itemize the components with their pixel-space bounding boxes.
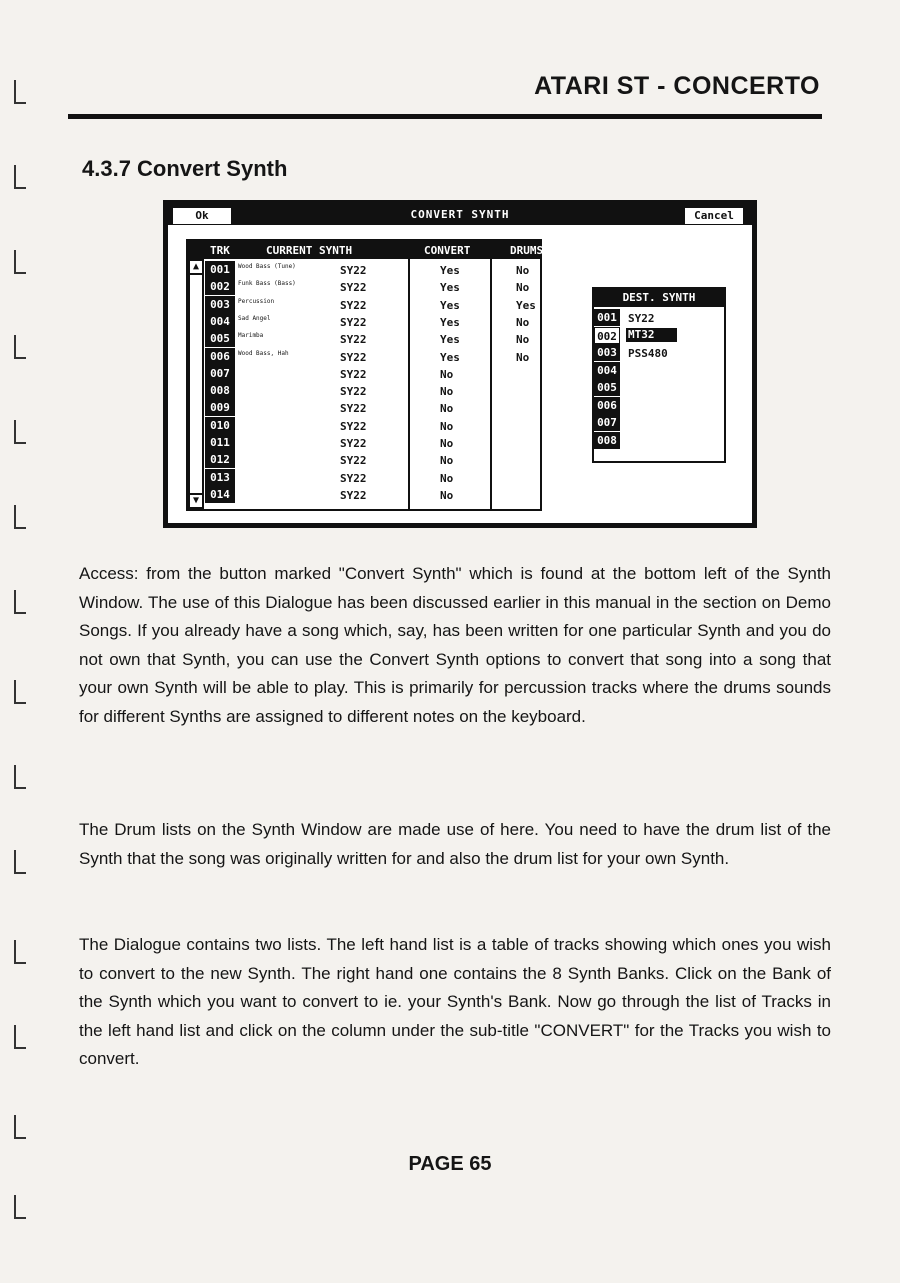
bank-number: 007	[594, 414, 620, 431]
table-row[interactable]	[188, 434, 540, 451]
track-current-synth: SY22	[340, 264, 367, 277]
binding-mark	[14, 80, 26, 104]
track-drums-flag: No	[516, 333, 530, 347]
track-drums-flag: No	[516, 350, 530, 364]
table-row[interactable]	[188, 278, 540, 295]
table-row[interactable]	[188, 330, 540, 347]
track-number: 013	[205, 469, 235, 486]
track-current-synth: SY22	[340, 471, 367, 485]
track-number: 005	[205, 330, 235, 347]
scroll-down-arrow-icon[interactable]: ▼	[190, 495, 202, 507]
track-name: Wood Bass (Tune)	[238, 263, 296, 270]
track-convert-toggle[interactable]: No	[440, 471, 454, 485]
track-name: Wood Bass, Hah	[238, 349, 289, 357]
dest-synth-bank[interactable]	[594, 397, 724, 414]
dest-synth-bank[interactable]	[594, 327, 724, 344]
bank-synth-name: SY22	[628, 312, 655, 325]
track-current-synth: SY22	[340, 454, 367, 468]
track-drums-flag: No	[516, 315, 530, 329]
table-row[interactable]	[188, 382, 540, 399]
scroll-up-arrow-icon[interactable]: ▲	[190, 261, 202, 273]
dest-synth-list	[592, 287, 726, 463]
dest-synth-bank[interactable]	[594, 362, 724, 379]
ok-button[interactable]: Ok	[172, 207, 232, 225]
dest-synth-bank[interactable]	[594, 379, 724, 396]
table-row[interactable]	[188, 261, 540, 278]
table-row[interactable]	[188, 296, 540, 313]
track-number: 001	[205, 261, 235, 278]
dest-synth-bank[interactable]	[594, 414, 724, 431]
table-row[interactable]	[188, 365, 540, 382]
binding-marks	[0, 0, 40, 1283]
bank-number: 008	[594, 432, 620, 449]
track-current-synth: SY22	[340, 437, 367, 450]
table-row[interactable]	[188, 451, 540, 468]
track-convert-toggle[interactable]: No	[440, 367, 454, 381]
binding-mark	[14, 1115, 26, 1139]
binding-mark	[14, 940, 26, 964]
track-current-synth: SY22	[340, 385, 367, 399]
dest-synth-bank[interactable]	[594, 432, 724, 449]
column-current-synth: CURRENT SYNTH	[266, 244, 353, 257]
track-current-synth: SY22	[340, 367, 367, 381]
track-number: 014	[205, 486, 235, 503]
track-convert-toggle[interactable]: No	[440, 488, 454, 502]
bank-number: 006	[594, 397, 620, 414]
track-number: 009	[205, 399, 235, 416]
track-table	[186, 239, 542, 511]
track-number: 011	[205, 434, 235, 451]
table-row[interactable]	[188, 348, 540, 365]
track-table-header	[188, 241, 544, 259]
column-trk: TRK	[210, 244, 230, 257]
track-convert-toggle[interactable]: No	[440, 437, 454, 450]
track-number: 007	[205, 365, 235, 382]
cancel-button[interactable]: Cancel	[684, 207, 744, 225]
track-current-synth: SY22	[340, 333, 367, 347]
track-number: 008	[205, 382, 235, 399]
table-row[interactable]	[188, 469, 540, 486]
binding-mark	[14, 165, 26, 189]
binding-mark	[14, 505, 26, 529]
dest-synth-title: DEST. SYNTH	[594, 289, 724, 307]
paragraph-access: Access: from the button marked "Convert Synth" which is found at the bottom left of the Synth Window. The use of this Dialogue has been discussed earlier in this manual in the section on Demo Songs. If you already have a song which, say, has been written for one particular Synth and you do not own that Synth, you can use the Convert Synth options to convert that song into a song that your own Synth will be able to play. This is primarily for percussion tracks where the drums sounds for different Synths are assigned to different notes on the keyboard.	[79, 564, 831, 726]
track-convert-toggle[interactable]: Yes	[440, 281, 460, 295]
track-convert-toggle[interactable]: Yes	[440, 350, 460, 364]
bank-number: 003	[594, 344, 620, 361]
bank-number: 002	[594, 327, 620, 344]
binding-mark	[14, 250, 26, 274]
track-convert-toggle[interactable]: No	[440, 402, 454, 416]
track-name: Marimba	[238, 332, 264, 340]
bank-number: 001	[594, 309, 620, 326]
dialog-title: CONVERT SYNTH	[410, 208, 510, 221]
track-convert-toggle[interactable]: No	[440, 454, 454, 468]
dialog-titlebar	[168, 205, 752, 225]
convert-synth-dialog	[163, 200, 757, 528]
dest-synth-bank[interactable]	[594, 344, 724, 361]
track-current-synth: SY22	[340, 419, 367, 433]
track-number: 004	[205, 313, 235, 330]
bank-number: 005	[594, 379, 620, 396]
track-number: 012	[205, 451, 235, 468]
track-current-synth: SY22	[340, 488, 367, 502]
page-number: PAGE 65	[408, 1153, 492, 1175]
track-name: Sad Angel	[238, 314, 271, 322]
track-name: Funk Bass (Bass)	[238, 280, 296, 288]
paragraph-dialogue-lists: The Dialogue contains two lists. The left hand list is a table of tracks showing which ones you wish to convert to the new Synth. The right hand one contains the 8 Synth Banks. Click on the Bank of the Synth which you want to convert to ie. your Synth's Bank. Now go through the list of Tracks in the left hand list and click on the column under the sub-title "CONVERT" for the Tracks you wish to convert.	[79, 935, 831, 1068]
column-drums: DRUMS	[510, 244, 544, 257]
table-row[interactable]	[188, 486, 540, 503]
track-convert-toggle[interactable]: No	[440, 385, 454, 399]
header-rule	[68, 114, 822, 119]
table-row[interactable]	[188, 313, 540, 330]
track-current-synth: SY22	[340, 350, 367, 364]
bank-number: 004	[594, 362, 620, 379]
track-drums-flag: Yes	[516, 298, 536, 312]
binding-mark	[14, 850, 26, 874]
track-convert-toggle[interactable]: Yes	[440, 264, 460, 277]
binding-mark	[14, 765, 26, 789]
bank-synth-name: MT32	[626, 328, 677, 342]
track-drums-flag: No	[516, 264, 530, 277]
table-row[interactable]	[188, 417, 540, 434]
binding-mark	[14, 590, 26, 614]
track-number: 010	[205, 417, 235, 434]
paragraph-drum-lists: The Drum lists on the Synth Window are made use of here. You need to have the drum list of the Synth that the song was originally written for and also the drum list for your own Synth.	[79, 820, 831, 868]
dest-synth-bank[interactable]	[594, 309, 724, 326]
track-convert-toggle[interactable]: Yes	[440, 298, 460, 312]
track-convert-toggle[interactable]: Yes	[440, 333, 460, 347]
binding-mark	[14, 420, 26, 444]
binding-mark	[14, 335, 26, 359]
track-current-synth: SY22	[340, 281, 367, 295]
track-name: Percussion	[238, 297, 275, 305]
binding-mark	[14, 1195, 26, 1219]
track-current-synth: SY22	[340, 298, 367, 312]
track-current-synth: SY22	[340, 315, 367, 329]
bank-synth-name: PSS480	[628, 347, 668, 360]
dialog-body	[168, 205, 752, 523]
section-heading: 4.3.7 Convert Synth	[82, 156, 288, 181]
binding-mark	[14, 680, 26, 704]
track-convert-toggle[interactable]: No	[440, 419, 454, 433]
track-drums-flag: No	[516, 281, 530, 295]
binding-mark	[14, 1025, 26, 1049]
track-convert-toggle[interactable]: Yes	[440, 315, 460, 329]
column-convert: CONVERT	[424, 244, 471, 257]
track-current-synth: SY22	[340, 402, 367, 416]
table-row[interactable]	[188, 399, 540, 416]
track-number: 002	[205, 278, 235, 295]
page-header-title: ATARI ST - CONCERTO	[534, 72, 820, 100]
track-number: 003	[205, 296, 235, 313]
track-number: 006	[205, 348, 235, 365]
